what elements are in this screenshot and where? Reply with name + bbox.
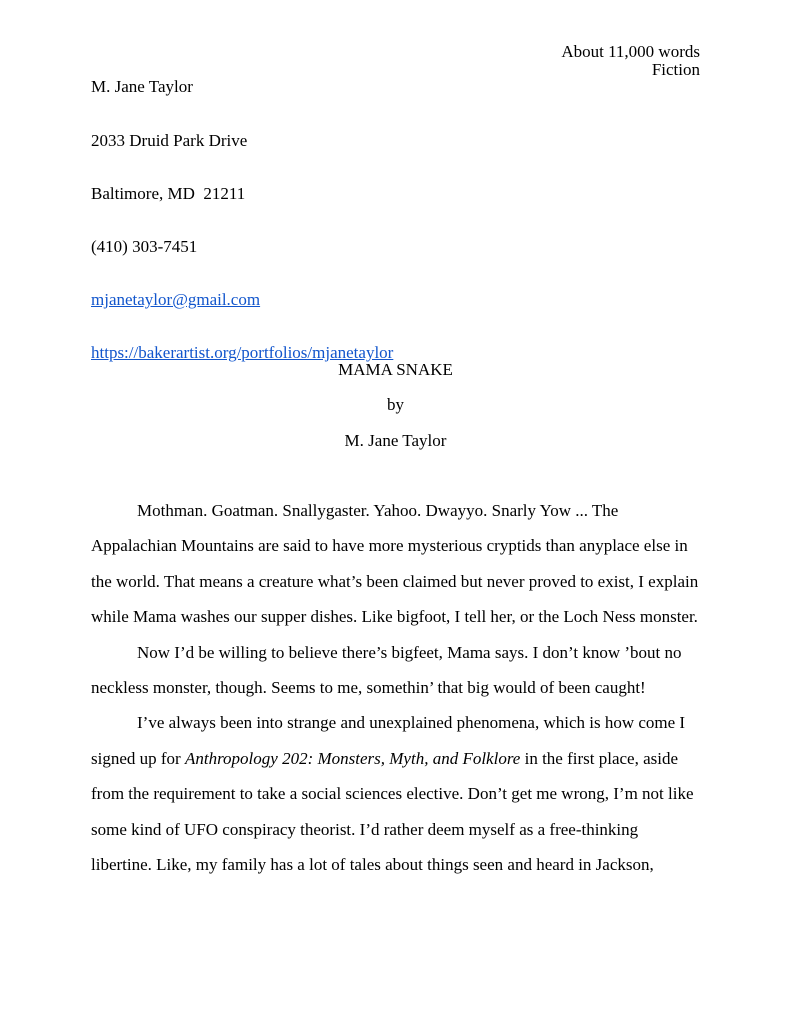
body-paragraph-2 (91, 635, 700, 706)
body-paragraph-3 (91, 705, 700, 882)
manuscript-meta-block (561, 43, 700, 78)
course-title-italic: Anthropology 202: Monsters, Myth, and Folklore (184, 748, 521, 768)
word-count: About 11,000 words (561, 42, 700, 61)
paragraph-text: Now I’d be willing to believe there’s bigfeet, Mama says. I don’t know ’bout no neckless monster, though. Seems to me, somethin’ that big would of been caught! (91, 642, 682, 698)
portfolio-website-link[interactable]: https://bakerartist.org/portfolios/mjanetaylor (91, 342, 394, 362)
body-paragraph-1 (91, 493, 700, 635)
genre-label: Fiction (651, 59, 700, 79)
author-city-state-zip: Baltimore, MD 21211 (91, 183, 246, 203)
author-contact-block (91, 43, 393, 397)
manuscript-body (91, 493, 700, 882)
author-name: M. Jane Taylor (91, 77, 193, 97)
paragraph-text: Mothman. Goatman. Snallygaster. Yahoo. Dwayyo. Snarly Yow ... The Appalachian Mountains are said to have more mysterious cryptids than anyplace else in the world. That means a creature what’s been claimed but never proved to exist, I explain while Mama washes our supper dishes. Like bigfoot, I tell her, or the Loch Ness monster. (91, 501, 699, 627)
author-email-row (91, 291, 393, 309)
email-link[interactable]: mjanetaylor@gmail.com (91, 289, 261, 309)
manuscript-title: MAMA SNAKE (338, 360, 453, 379)
paragraph-text: I’ve always been into strange and unexplained phenomena, which is how come I signed up for (91, 713, 686, 768)
title-block (0, 352, 791, 458)
byline-author: M. Jane Taylor (344, 430, 447, 450)
author-phone: (410) 303-7451 (91, 236, 198, 256)
paragraph-text: in the first place, aside from the requirement to take a social sciences elective. Don’t get me wrong, I’m not like some kind of UFO conspiracy theorist. I’d rather deem myself as a free-thinking libertine. Like, my family has a lot of tales about things seen and heard in Jackson, (91, 748, 694, 875)
byline-prefix: by (387, 395, 404, 415)
author-street-address: 2033 Druid Park Drive (91, 130, 248, 150)
manuscript-header (91, 43, 700, 397)
